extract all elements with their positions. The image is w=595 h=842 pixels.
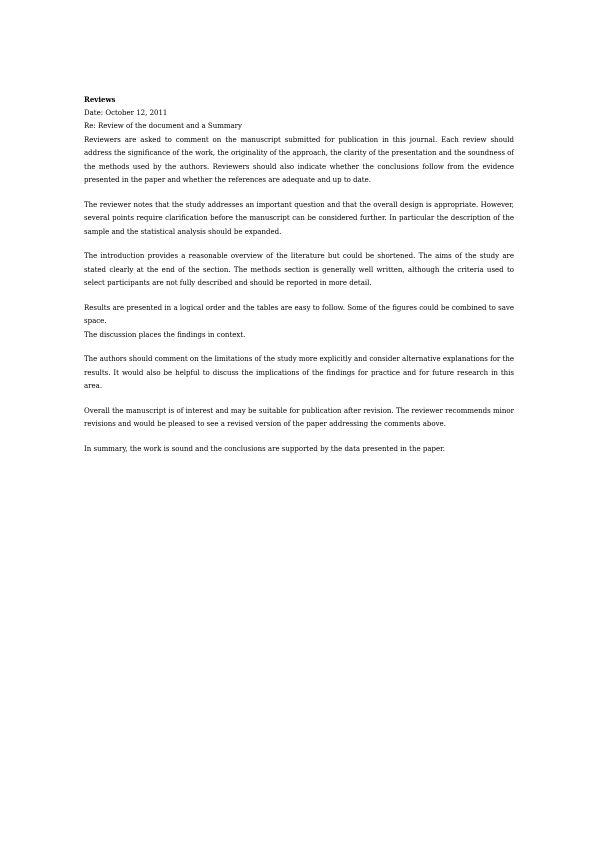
paragraph-1: Reviewers are asked to comment on the manuscript submitted for publication in this journal. Each review should address the significance of the work, the originality of the approach, the clarity of the presentation and the soundness of the methods used by the authors. Reviewers should also indicate whether the conclusions follow from the evidence presented in the paper and whether the references are adequate and up to date. [84, 135, 514, 184]
paragraph-5: The discussion places the findings in context. [84, 330, 246, 339]
paragraph-3: The introduction provides a reasonable overview of the literature but could be shortened. The aims of the study are stated clearly at the end of the section. The methods section is generally well written, although the criteria used to select participants are not fully described and should be reported in more detail. [84, 252, 514, 287]
document-title: Reviews [84, 95, 116, 104]
paragraph-7: Overall the manuscript is of interest and may be suitable for publication after revision. The reviewer recommends minor revisions and would be pleased to see a revised version of the paper addressing the comments above. [84, 406, 514, 428]
paragraph-4: Results are presented in a logical order and the tables are easy to follow. Some of the figures could be combined to save space. [84, 303, 514, 325]
date-line: Date: October 12, 2011 [84, 108, 168, 117]
paragraph-6: The authors should comment on the limitations of the study more explicitly and consider alternative explanations for the results. It would also be helpful to discuss the implications of the findings for practice and for future research in this area. [84, 355, 514, 390]
subject-line: Re: Review of the document and a Summary [84, 122, 242, 130]
document-body [84, 93, 514, 467]
paragraph-8: In summary, the work is sound and the conclusions are supported by the data presented in the paper. [84, 444, 445, 453]
paragraph-2: The reviewer notes that the study addresses an important question and that the overall design is appropriate. However, several points require clarification before the manuscript can be considered further. In particular the description of the sample and the statistical analysis should be expanded. [84, 200, 514, 236]
